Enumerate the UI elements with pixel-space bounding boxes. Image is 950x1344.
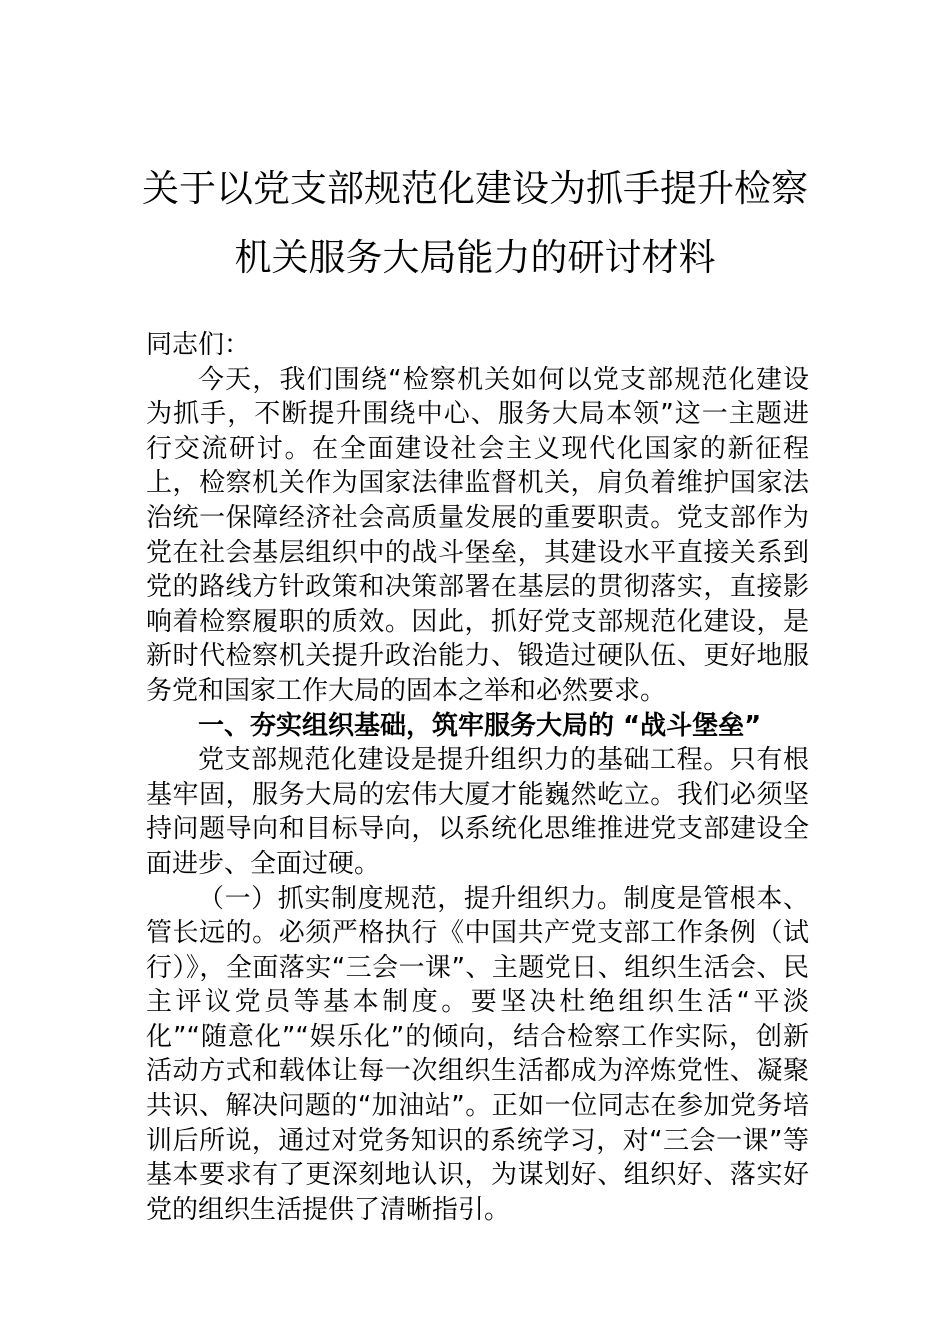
document-title-line-2: 机关服务大局能力的研讨材料	[234, 236, 716, 279]
document-title-line-1: 关于以党支部规范化建设为抓手提升检察	[142, 167, 808, 210]
section-heading-1: 一、夯实组织基础，筑牢服务大局的 “战斗堡垒”	[198, 710, 762, 741]
paragraph-subsection-1: （一）抓实制度规范，提升组织力。制度是管根本、管长远的。必须严格执行《中国共产党支部工作条例（试行）》，全面落实“三会一课”、主题党日、组织生活会、民主评议党员等基本制度。要坚决杜绝组织生活“平淡化”“随意化”“娱乐化”的倾向，结合检察工作实际，创新活动方式和载体让每一次组织生活都成为淬炼党性、凝聚共识、解决问题的“加油站”。正如一位同志在参加党务培训后所说，通过对党务知识的系统学习，对“三会一课”等基本要求有了更深刻地认识，为谋划好、组织好、落实好党的组织生活提供了清晰指引。	[146, 883, 809, 1225]
paragraph-section-1: 党支部规范化建设是提升组织力的基础工程。只有根基牢固，服务大局的宏伟大厦才能巍然屹立。我们必须坚持问题导向和目标导向，以系统化思维推进党支部建设全面进步、全面过硬。	[146, 745, 809, 879]
paragraph-intro: 今天，我们围绕“检察机关如何以党支部规范化建设为抓手，不断提升围绕中心、服务大局本领”这一主题进行交流研讨。在全面建设社会主义现代化国家的新征程上，检察机关作为国家法律监督机关，肩负着维护国家法治统一保障经济社会高质量发展的重要职责。党支部作为党在社会基层组织中的战斗堡垒，其建设水平直接关系到党的路线方针政策和决策部署在基层的贯彻落实，直接影响着检察履职的质效。因此，抓好党支部规范化建设，是新时代检察机关提升政治能力、锻造过硬队伍、更好地服务党和国家工作大局的固本之举和必然要求。	[146, 364, 809, 706]
document-body	[146, 328, 809, 1227]
salutation: 同志们：	[146, 330, 251, 360]
